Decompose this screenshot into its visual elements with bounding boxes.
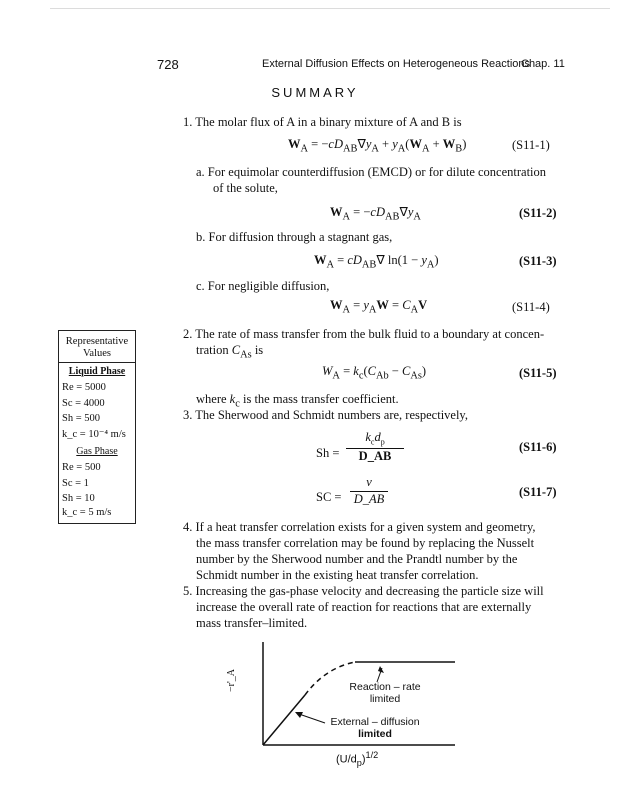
item-1a-text-2: of the solute,: [213, 181, 278, 195]
eq-number-s11-5: (S11-5): [519, 366, 557, 380]
gas-value: Re = 500: [62, 462, 101, 473]
gas-phase-label: Gas Phase: [76, 446, 118, 457]
summary-heading: SUMMARY: [271, 85, 359, 100]
liquid-phase-label: Liquid Phase: [68, 366, 126, 377]
item-1b-text: b. For diffusion through a stagnant gas,: [196, 230, 393, 244]
liquid-value: Re = 5000: [62, 382, 106, 393]
x-axis-label: $(U/d_p)^{1/2}$: [336, 750, 379, 768]
running-title: External Diffusion Effects on Heterogeneous Reactions: [262, 58, 531, 70]
diffusion-arrow: [299, 714, 325, 723]
item-2-text-1: 2. The rate of mass transfer from the bulk fluid to a boundary at concen-: [183, 327, 545, 341]
eq-number-s11-3: (S11-3): [519, 254, 557, 268]
item-1c-text: c. For negligible diffusion,: [196, 279, 330, 293]
liquid-value: k_c = 10⁻⁴ m/s: [62, 429, 126, 440]
reaction-arrow-head: [378, 666, 384, 673]
eq-number-s11-6: (S11-6): [519, 440, 557, 454]
item-5-line-2: increase the overall rate of reaction for reactions that are externally: [196, 600, 532, 614]
chapter-label: Chap. 11: [521, 58, 565, 70]
gas-value: Sh = 10: [62, 493, 95, 504]
sc-numerator: ν: [366, 475, 372, 489]
equation-s11-2: $W_A = -cD_{AB}\nabla y_A$: [330, 205, 421, 223]
eq-number-s11-2: (S11-2): [519, 206, 557, 220]
item-4-line-2: the mass transfer correlation may be found by replacing the Nusselt: [196, 536, 535, 550]
item-5-line-3: mass transfer–limited.: [196, 616, 308, 630]
item-4-line-3: number by the Sherwood number and the Prandtl number by the: [196, 552, 518, 566]
representative-values-box: [58, 330, 136, 524]
top-rule: [50, 8, 610, 9]
item-1-text: 1. The molar flux of A in a binary mixture of A and B is: [183, 115, 462, 129]
item-2-text-2: tration $C_{As}$ is: [196, 343, 264, 361]
liquid-value: Sh = 500: [62, 413, 101, 424]
eq-number-s11-1: (S11-1): [512, 138, 550, 152]
external-diffusion-label: External – diffusion limited: [330, 716, 420, 740]
sc-denominator: D_AB: [353, 492, 385, 506]
equation-s11-4: $W_A = y_AW = C_AV$: [330, 298, 428, 316]
item-2-where: where $k_c$ is the mass transfer coefficient.: [196, 392, 399, 410]
sc-lhs: SC =: [316, 490, 342, 504]
diffusion-limited-line: [263, 695, 305, 745]
equation-s11-3: $W_A = cD_{AB}\nabla$ $\ln(1 - y_A)$: [314, 253, 439, 271]
item-3-text: 3. The Sherwood and Schmidt numbers are, respectively,: [183, 408, 468, 422]
sh-denominator: D_AB: [358, 448, 392, 463]
sc-fraction: [350, 475, 388, 507]
eq-number-s11-7: (S11-7): [519, 485, 557, 499]
eq-number-s11-4: (S11-4): [512, 300, 550, 314]
equation-s11-5: $W_A = k_c(C_{Ab} - C_{As})$: [322, 364, 427, 382]
box-heading: Representative Values: [59, 331, 135, 363]
item-4-line-4: Schmidt number in the existing heat transfer correlation.: [196, 568, 479, 582]
item-4-line-1: 4. If a heat transfer correlation exists for a given system and geometry,: [183, 520, 536, 534]
liquid-value: Sc = 4000: [62, 398, 105, 409]
gas-value: Sc = 1: [62, 478, 89, 489]
item-5-line-1: 5. Increasing the gas-phase velocity and decreasing the particle size will: [183, 584, 544, 598]
y-axis-label: −r'_A: [226, 669, 237, 692]
sh-lhs: Sh =: [316, 446, 340, 460]
sh-fraction: $k_cd_p$ D_AB: [346, 430, 404, 464]
reaction-rate-label: Reaction – rate limited: [349, 681, 421, 705]
page-number: 728: [157, 57, 179, 72]
gas-value: k_c = 5 m/s: [62, 507, 112, 518]
equation-s11-1: $W_A = -cD_{AB}\nabla y_A + y_A(W_A + W_B)$: [288, 137, 467, 155]
item-1a-text-1: a. For equimolar counterdiffusion (EMCD) or for dilute concentration: [196, 165, 547, 179]
